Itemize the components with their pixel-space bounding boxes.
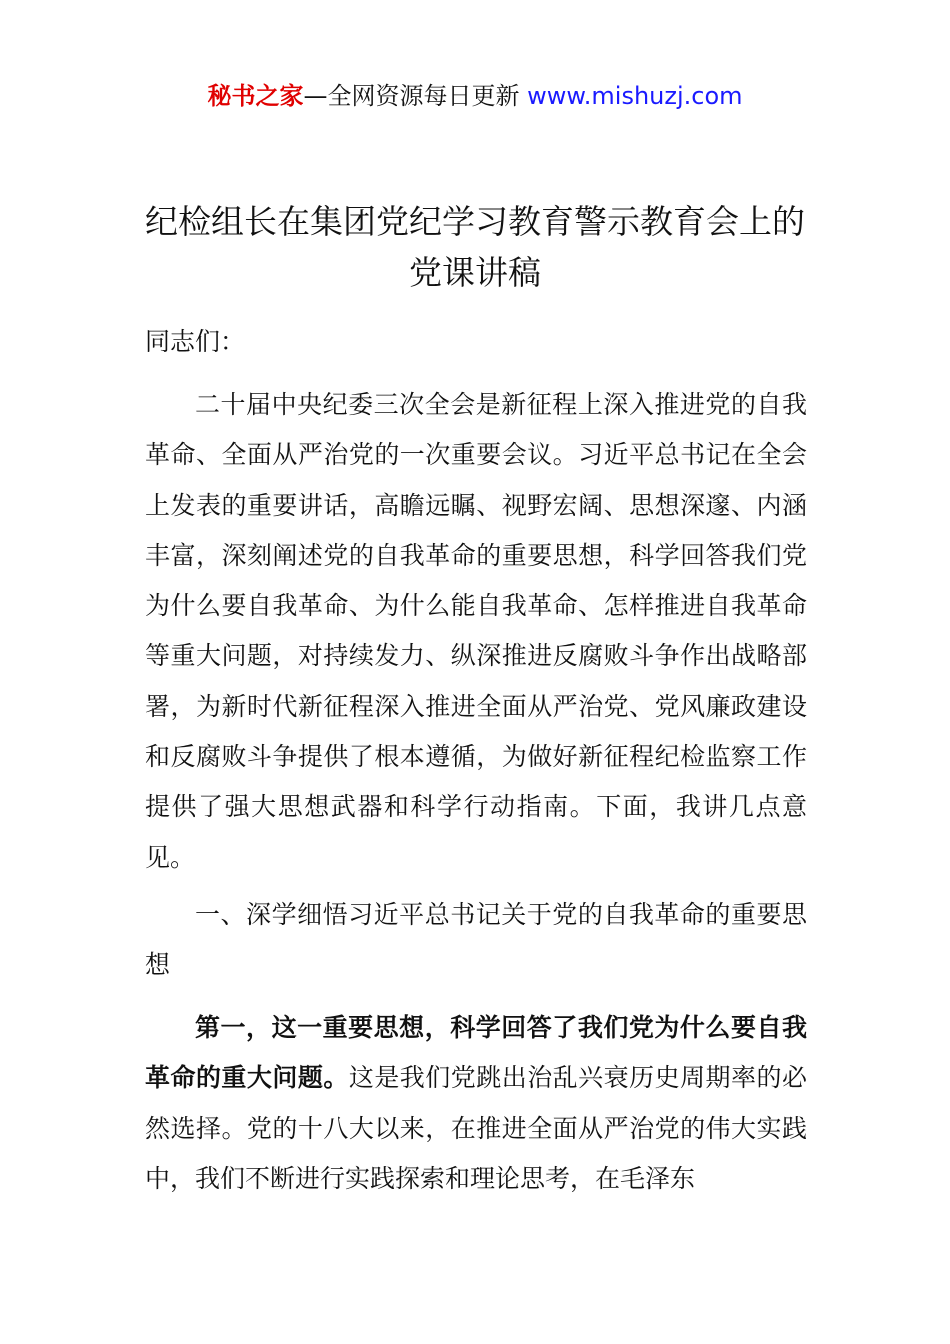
site-banner [0, 78, 950, 114]
paragraph-body: 这是我们党跳出治乱兴衰历史周期率的必然选择。党的十八大以来，在推进全面从严治党的伟大实践中，我们不断进行实践探索和理论思考，在毛泽东 [145, 1063, 807, 1193]
paragraph-intro: 二十届中央纪委三次全会是新征程上深入推进党的自我革命、全面从严治党的一次重要会议。习近平总书记在全会上发表的重要讲话，高瞻远瞩、视野宏阔、思想深邃、内涵丰富，深刻阐述党的自我革命的重要思想，科学回答我们党为什么要自我革命、为什么能自我革命、怎样推进自我革命等重大问题，对持续发力、纵深推进反腐败斗争作出战略部署，为新时代新征程深入推进全面从严治党、党风廉政建设和反腐败斗争提供了根本遵循，为做好新征程纪检监察工作提供了强大思想武器和科学行动指南。下面，我讲几点意见。 [145, 390, 807, 872]
section-heading-1: 一、深学细悟习近平总书记关于党的自我革命的重要思想 [145, 900, 807, 980]
document-title: 纪检组长在集团党纪学习教育警示教育会上的党课讲稿 [145, 202, 805, 292]
site-url-link[interactable]: www.mishuzj.com [527, 82, 743, 110]
paragraph-lead-bold: 第一，这一重要思想，科学回答了我们党为什么要自我革命的重大问题。 [145, 1013, 807, 1093]
site-tagline: —全网资源每日更新 [303, 82, 528, 110]
site-brand: 秘书之家 [207, 82, 304, 110]
salutation: 同志们： [145, 327, 246, 356]
paragraph-first-point [145, 1003, 807, 1204]
